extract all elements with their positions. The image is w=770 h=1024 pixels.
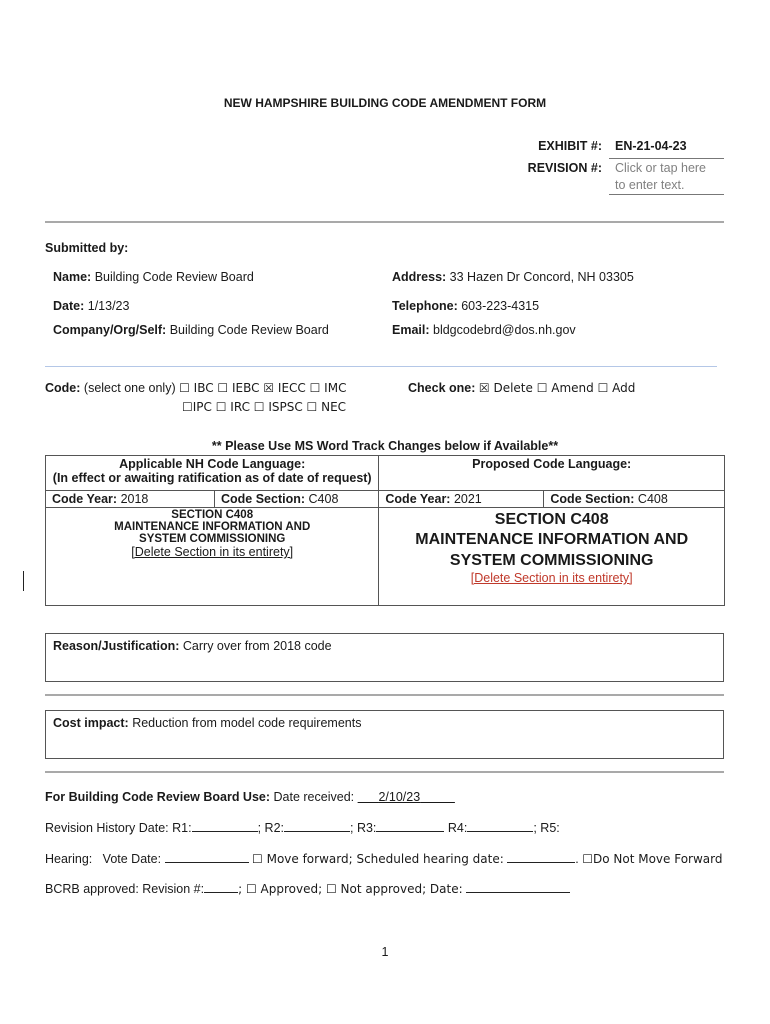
left-header-line1: Applicable NH Code Language: (119, 457, 306, 471)
address-value: 33 Hazen Dr Concord, NH 03305 (449, 270, 634, 284)
exhibit-label: EXHIBIT #: (538, 139, 602, 153)
approval-options[interactable]: ; ☐ Approved; ☐ Not approved; Date: (238, 882, 463, 896)
code-hint: (select one only) (83, 381, 176, 395)
right-year-value: 2021 (453, 492, 482, 506)
email-value: bldgcodebrd@dos.nh.gov (433, 323, 576, 337)
code-body-row (46, 508, 725, 606)
left-section-value: C408 (308, 492, 339, 506)
left-year-label: Code Year: (52, 492, 118, 506)
right-year-label: Code Year: (385, 492, 451, 506)
submitted-by-heading: Submitted by: (45, 241, 129, 255)
left-body-title: SECTION C408 (171, 509, 254, 521)
hearing-row: Hearing: Vote Date: ☐ Move forward; Scheduled hearing date: . ☐Do Not Move Forward (45, 852, 723, 866)
code-options-line1[interactable]: ☐ IBC ☐ IEBC ☒ IECC ☐ IMC (179, 381, 347, 395)
telephone-row (392, 299, 539, 313)
reason-label: Reason/Justification: (53, 639, 180, 653)
approval-date-field[interactable] (466, 880, 570, 893)
telephone-label: Telephone: (392, 299, 458, 313)
check-one-options[interactable]: ☒ Delete ☐ Amend ☐ Add (478, 381, 636, 395)
table-header-row (46, 456, 725, 491)
vote-date-field[interactable] (165, 850, 249, 863)
exhibit-underline (609, 158, 724, 159)
revision-field[interactable]: Click or tap here to enter text. (615, 161, 707, 192)
bcrb-label: BCRB approved: Revision #: (45, 882, 205, 896)
r4-label: R4: (447, 821, 468, 835)
left-header-line2: (In effect or awaiting ratification as of date of request) (52, 471, 372, 485)
check-one-row (408, 381, 635, 395)
right-body-cell[interactable] (379, 508, 725, 606)
company-value: Building Code Review Board (169, 323, 329, 337)
email-row (392, 323, 576, 337)
track-changes-note: ** Please Use MS Word Track Changes below if Available** (211, 439, 559, 453)
right-section-label: Code Section: (550, 492, 635, 506)
reason-divider (45, 694, 724, 696)
name-row (53, 270, 254, 284)
right-body-title: SECTION C408 (494, 511, 609, 528)
address-label: Address: (392, 270, 447, 284)
code-select-row (45, 381, 346, 395)
bcrb-row (45, 880, 570, 896)
date-label: Date: (53, 299, 85, 313)
do-not-move-option[interactable]: ☐Do Not Move Forward (582, 852, 723, 866)
board-use-row (45, 790, 455, 804)
date-row (53, 299, 129, 313)
move-forward-option[interactable]: ☐ Move forward; Scheduled hearing date: (252, 852, 504, 866)
name-value: Building Code Review Board (94, 270, 254, 284)
cost-label: Cost impact: (53, 716, 129, 730)
r4-field[interactable] (467, 819, 533, 832)
date-received-label: Date received: (273, 790, 355, 804)
r2-field[interactable] (284, 819, 350, 832)
left-header-cell (46, 456, 379, 491)
code-label: Code: (45, 381, 81, 395)
email-label: Email: (392, 323, 430, 337)
date-received-value: 2/10/23 (378, 790, 421, 804)
r2-label: ; R2: (257, 821, 284, 835)
right-body-note: [Delete Section in its entirety] (470, 571, 633, 585)
telephone-value: 603-223-4315 (461, 299, 540, 313)
revision-underline (609, 194, 724, 195)
left-section-label: Code Section: (221, 492, 306, 506)
revision-label: REVISION #: (527, 161, 602, 175)
left-year-cell (46, 491, 215, 508)
r3-field[interactable] (376, 819, 444, 832)
revision-history-label: Revision History Date: (45, 821, 169, 835)
board-use-label: For Building Code Review Board Use: (45, 790, 271, 804)
date-value: 1/13/23 (87, 299, 130, 313)
company-row (53, 323, 329, 337)
left-body-subtitle: MAINTENANCE INFORMATION AND SYSTEM COMMISSIONING (114, 521, 311, 545)
date-received-field[interactable] (358, 790, 455, 804)
exhibit-value: EN-21-04-23 (615, 139, 687, 153)
right-section-value: C408 (637, 492, 668, 506)
right-header-cell: Proposed Code Language: (379, 456, 725, 491)
r1-label: R1: (172, 821, 192, 835)
r3-label: ; R3: (350, 821, 377, 835)
r1-field[interactable] (192, 819, 258, 832)
company-label: Company/Org/Self: (53, 323, 167, 337)
r5-label: ; R5: (533, 821, 560, 835)
form-title: NEW HAMPSHIRE BUILDING CODE AMENDMENT FORM (223, 96, 547, 110)
page-number: 1 (381, 945, 389, 959)
left-year-value: 2018 (120, 492, 149, 506)
code-year-row (46, 491, 725, 508)
address-row (392, 270, 634, 284)
check-one-label: Check one: (408, 381, 476, 395)
cost-divider (45, 771, 724, 773)
left-section-cell (215, 491, 379, 508)
code-options-line2[interactable]: ☐IPC ☐ IRC ☐ ISPSC ☐ NEC (182, 400, 347, 414)
hearing-label: Hearing: Vote Date: (45, 852, 162, 866)
left-body-note: [Delete Section in its entirety] (131, 545, 294, 559)
bcrb-revision-field[interactable] (204, 880, 238, 893)
cost-box[interactable] (45, 710, 724, 759)
code-language-table (45, 455, 725, 606)
right-year-cell (379, 491, 544, 508)
reason-box[interactable] (45, 633, 724, 682)
text-cursor (23, 571, 24, 591)
right-body-subtitle: MAINTENANCE INFORMATION AND SYSTEM COMMISSIONING (415, 531, 689, 569)
revision-history-row (45, 819, 560, 835)
name-label: Name: (53, 270, 92, 284)
left-body-cell[interactable] (46, 508, 379, 606)
reason-value: Carry over from 2018 code (182, 639, 332, 653)
section-divider (45, 221, 724, 223)
hearing-date-field[interactable] (507, 850, 575, 863)
right-section-cell (544, 491, 725, 508)
cost-value: Reduction from model code requirements (132, 716, 362, 730)
blue-divider (45, 366, 717, 367)
